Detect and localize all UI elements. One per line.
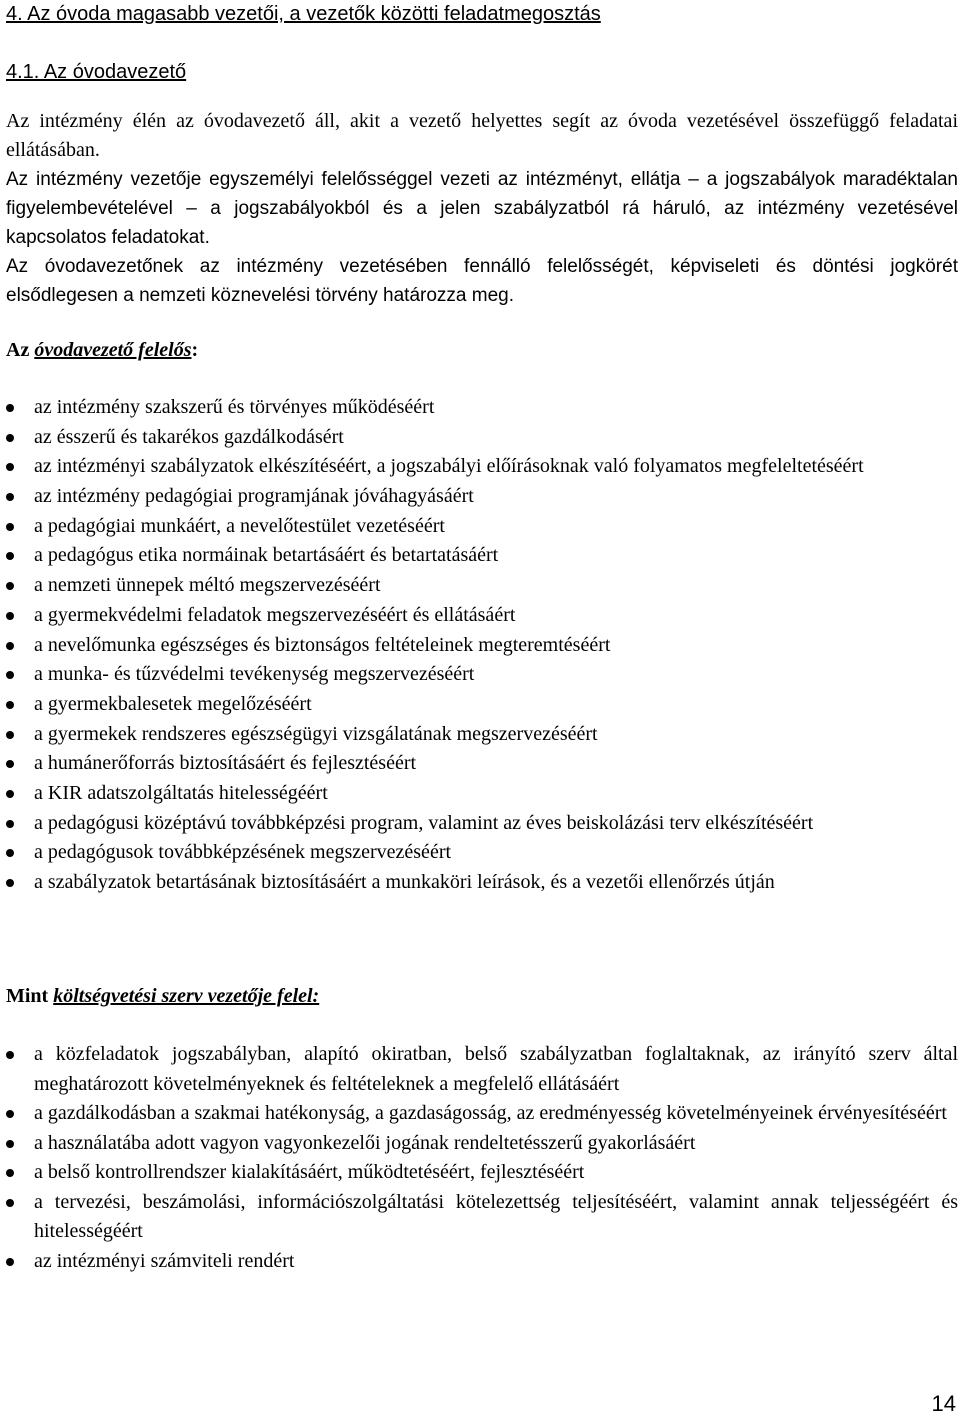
responsibility-item	[6, 512, 958, 542]
responsibility-item-text: a humánerőforrás biztosításáért és fejlesztéséért	[34, 752, 417, 775]
bullet-icon	[6, 612, 14, 620]
responsibility-item	[6, 541, 958, 571]
budget-duty-item	[6, 1040, 958, 1099]
budget-duty-item-text: az intézményi számviteli rendért	[34, 1249, 295, 1272]
budget-duty-item	[6, 1158, 958, 1188]
responsibility-item-text: a nemzeti ünnepek méltó megszervezéséért	[34, 574, 381, 597]
paragraph-intro: Az intézmény élén az óvodavezető áll, akit a vezető helyettes segít az óvoda vezetésével összefüggő feladatai ellátásában.	[6, 110, 958, 161]
section-heading-prefix: Az	[6, 339, 35, 361]
bullet-icon	[6, 582, 14, 590]
responsibility-item	[6, 779, 958, 809]
budget-duty-item-text: a tervezési, beszámolási, információszolgáltatási kötelezettség teljesítéséért, valamint annak teljességéért és hitelességéért	[34, 1190, 958, 1242]
budget-duty-item-text: a közfeladatok jogszabályban, alapító okiratban, belső szabályzatban foglaltaknak, az irányító szerv által meghatározott követelményeknek és feltételeknek a megfelelő ellátásáért	[34, 1043, 958, 1095]
responsibility-item-text: a munka- és tűzvédelmi tevékenység megszervezéséért	[34, 663, 475, 686]
bullet-icon	[6, 434, 14, 442]
responsibility-item-text: a nevelőmunka egészséges és biztonságos feltételeinek megteremtéséért	[34, 633, 611, 656]
responsibility-item	[6, 452, 958, 482]
responsibility-item	[6, 749, 958, 779]
responsibility-item-text: az intézmény szakszerű és törvényes működéséért	[34, 396, 435, 418]
responsibility-item	[6, 660, 958, 690]
section-heading-budget-prefix: Mint	[6, 985, 54, 1007]
bullet-icon	[6, 1169, 14, 1177]
bullet-icon	[6, 1140, 14, 1148]
bullet-icon	[6, 1051, 14, 1059]
bullet-icon	[6, 820, 14, 828]
budget-duty-item-text: a használatába adott vagyon vagyonkezelői jogának rendeltetésszerű gyakorlásáért	[34, 1131, 696, 1154]
section-heading-budget-emphasis: költségvetési szerv vezetője felel:	[53, 985, 320, 1007]
responsibility-item	[6, 690, 958, 720]
bullet-icon	[6, 463, 14, 471]
responsibility-item	[6, 631, 958, 661]
responsibility-item-text: az intézmény pedagógiai programjának jóváhagyásáért	[34, 485, 474, 508]
bullet-icon	[6, 731, 14, 739]
responsibility-item-text: a gyermekbalesetek megelőzéséért	[34, 692, 312, 715]
responsibility-item-text: a pedagógusok továbbképzésének megszervezéséért	[34, 841, 452, 864]
responsibility-item-text: a pedagógusi középtávú továbbképzési program, valamint az éves beiskolázási terv elkészítéséért	[34, 811, 814, 834]
responsibility-item-text: a KIR adatszolgáltatás hitelességéért	[34, 781, 328, 804]
main-heading: 4. Az óvoda magasabb vezetői, a vezetők közötti feladatmegosztás	[6, 3, 601, 25]
responsibility-item	[6, 868, 958, 898]
budget-duty-item	[6, 1188, 958, 1247]
budget-duty-item-text: a gazdálkodásban a szakmai hatékonyság, a gazdaságosság, az eredményesség követelményeinek érvényesítéséért	[34, 1102, 947, 1124]
responsibility-item	[6, 482, 958, 512]
responsibility-item	[6, 720, 958, 750]
responsibility-item	[6, 838, 958, 868]
responsibility-item-text: a gyermekvédelmi feladatok megszervezéséért és ellátásáért	[34, 603, 516, 626]
paragraph-legal-basis: Az óvodavezetőnek az intézmény vezetésében fennálló felelősségét, képviseleti és döntési jogkörét elsődlegesen a nemzeti köznevelési törvény határozza meg.	[6, 256, 958, 306]
page-number: 14	[931, 1391, 956, 1416]
budget-duty-item-text: a belső kontrollrendszer kialakításáért, működtetéséért, fejlesztéséért	[34, 1161, 585, 1183]
responsibility-item	[6, 393, 958, 423]
bullet-icon	[6, 790, 14, 798]
responsibility-item-text: a pedagógiai munkáért, a nevelőtestület vezetéséért	[34, 514, 445, 537]
bullet-icon	[6, 404, 14, 412]
budget-duty-item	[6, 1247, 958, 1277]
bullet-icon	[6, 701, 14, 709]
responsibility-item-text: a gyermekek rendszeres egészségügyi vizsgálatának megszervezéséért	[34, 722, 598, 745]
responsibility-list	[6, 393, 958, 898]
section-heading-responsibilities	[6, 336, 198, 365]
sub-heading: 4.1. Az óvodavezető	[6, 61, 187, 83]
budget-duty-list	[6, 1040, 958, 1276]
section-heading-emphasis: óvodavezető felelős	[34, 339, 192, 361]
bullet-icon	[6, 1258, 14, 1266]
bullet-icon	[6, 879, 14, 887]
responsibility-item	[6, 601, 958, 631]
bullet-icon	[6, 760, 14, 768]
bullet-icon	[6, 1110, 14, 1118]
section-heading-budget	[6, 982, 319, 1011]
paragraph-leader-duties: Az intézmény vezetője egyszemélyi felelősséggel vezeti az intézményt, ellátja – a jogszabályok maradéktalan figyelembevételével – a jogszabályokból és a jelen szabályzatból rá háruló, az intézmény vezetésével kapcsolatos feladatokat.	[6, 169, 958, 248]
responsibility-item	[6, 571, 958, 601]
bullet-icon	[6, 523, 14, 531]
responsibility-item-text: a pedagógus etika normáinak betartásáért és betartatásáért	[34, 544, 499, 567]
budget-duty-item	[6, 1129, 958, 1159]
bullet-icon	[6, 849, 14, 857]
bullet-icon	[6, 642, 14, 650]
responsibility-item-text: a szabályzatok betartásának biztosításáért a munkaköri leírások, és a vezetői ellenőrzés útján	[34, 871, 775, 893]
bullet-icon	[6, 1199, 14, 1207]
responsibility-item	[6, 423, 958, 453]
responsibility-item-text: az ésszerű és takarékos gazdálkodásért	[34, 425, 344, 448]
responsibility-item-text: az intézményi szabályzatok elkészítéséért, a jogszabályi előírásoknak való folyamatos megfeleltetéséért	[34, 455, 864, 478]
bullet-icon	[6, 671, 14, 679]
bullet-icon	[6, 493, 14, 501]
bullet-icon	[6, 552, 14, 560]
section-heading-suffix: :	[191, 339, 199, 361]
budget-duty-item	[6, 1099, 958, 1129]
responsibility-item	[6, 809, 958, 839]
